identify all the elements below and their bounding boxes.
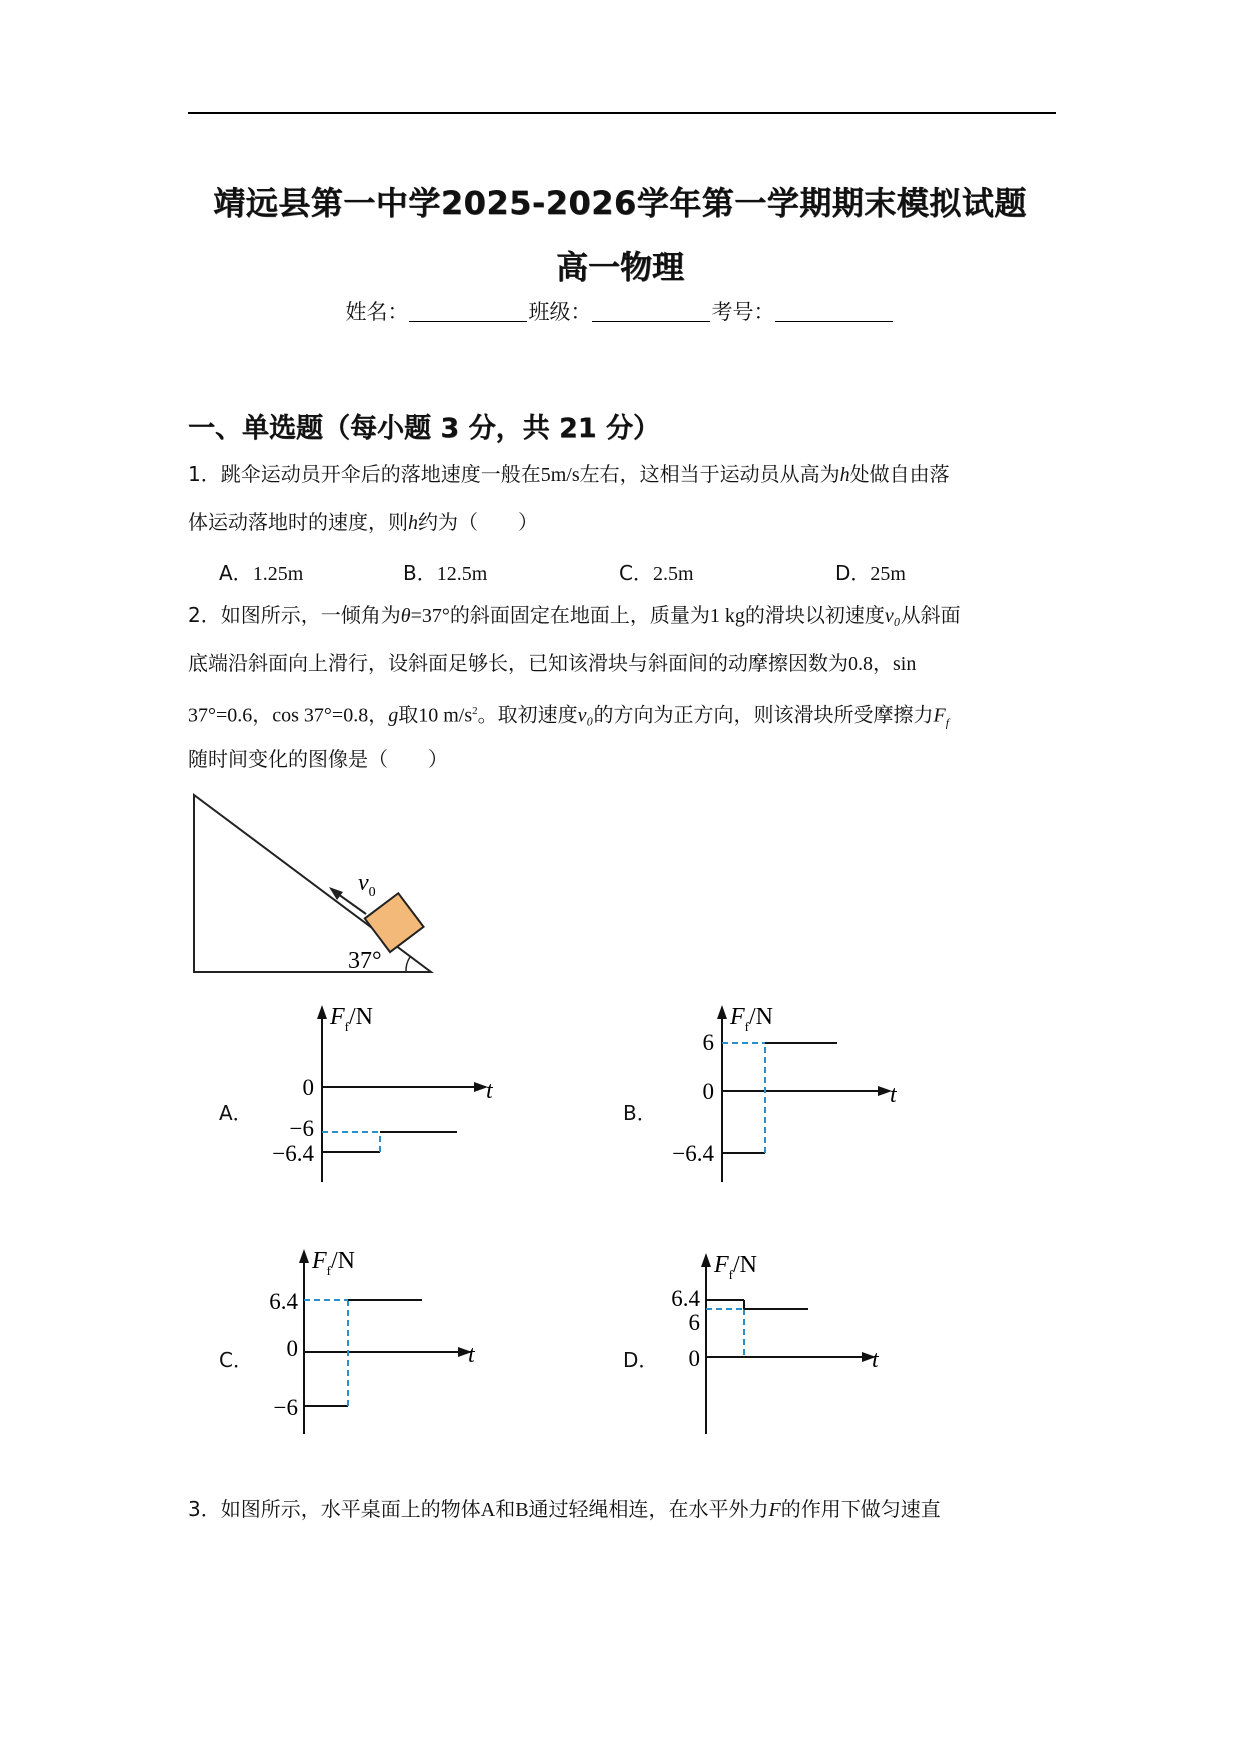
svg-text:6: 6 <box>702 1030 714 1055</box>
exam-number-blank[interactable] <box>775 301 893 322</box>
svg-text:t: t <box>468 1342 475 1368</box>
q2-option-b[interactable]: B． <box>623 1101 657 1125</box>
exam-title: 靖远县第一中学2025-2026学年第一学期期末模拟试题 <box>213 184 1027 222</box>
slider-block <box>365 893 424 952</box>
q1-option-c[interactable]: C．2.5m <box>619 561 694 585</box>
student-info-line <box>0 296 1240 326</box>
svg-text:−6: −6 <box>273 1395 298 1420</box>
q1-option-a[interactable]: A．1.25m <box>219 561 304 585</box>
q2-option-a[interactable]: A． <box>219 1101 253 1125</box>
svg-text:t: t <box>872 1347 879 1373</box>
q2-line1: 2．如图所示，一倾角为θ=37°的斜面固定在地面上，质量为1 kg的滑块以初速度v₀从斜面 <box>188 603 961 627</box>
name-label: 姓名： <box>345 300 409 324</box>
svg-text:6: 6 <box>688 1310 700 1335</box>
graph-a <box>250 996 510 1186</box>
q1-line2: 体运动落地时的速度，则h约为（ ） <box>188 510 538 534</box>
graph-d-ylabel: $F_f/N$ <box>714 1252 758 1282</box>
y-axis-arrow <box>317 1005 327 1019</box>
velocity-label: $v_0$ <box>358 870 376 900</box>
svg-text:−6: −6 <box>289 1116 314 1141</box>
header-rule <box>188 112 1056 114</box>
svg-text:−6.4: −6.4 <box>672 1141 714 1166</box>
graph-a-ylabel: $F_f/N$ <box>330 1004 374 1034</box>
graph-b <box>650 996 910 1186</box>
graph-b-ylabel: $F_f/N$ <box>730 1004 774 1034</box>
class-label: 班级： <box>528 300 592 324</box>
incline-figure <box>188 790 448 980</box>
svg-text:t: t <box>486 1078 493 1104</box>
svg-text:0: 0 <box>702 1079 714 1104</box>
section-heading: 一、单选题（每小题 3 分，共 21 分） <box>188 413 660 444</box>
q2-option-c[interactable]: C． <box>219 1348 253 1372</box>
name-blank[interactable] <box>409 301 527 322</box>
graph-c-ylabel: $F_f/N$ <box>312 1248 356 1278</box>
class-blank[interactable] <box>592 301 710 322</box>
q2-line2: 底端沿斜面向上滑行，设斜面足够长，已知该滑块与斜面间的动摩擦因数为0.8，sin <box>188 651 917 675</box>
q2-option-d[interactable]: D． <box>623 1348 659 1372</box>
exam-subtitle: 高一物理 <box>555 248 684 286</box>
q1-line1: 1．跳伞运动员开伞后的落地速度一般在5m/s左右，这相当于运动员从高为h处做自由落 <box>188 462 950 486</box>
q2-line4: 随时间变化的图像是（ ） <box>188 747 448 771</box>
graph-c <box>230 1238 490 1438</box>
svg-text:−6.4: −6.4 <box>272 1141 314 1166</box>
angle-label: 37° <box>348 948 382 974</box>
q3-line1: 3．如图所示，水平桌面上的物体A和B通过轻绳相连，在水平外力F的作用下做匀速直 <box>188 1497 941 1521</box>
q1-option-b[interactable]: B．12.5m <box>403 561 488 585</box>
graph-d <box>632 1242 892 1438</box>
q2-line3: 37°=0.6，cos 37°=0.8，g取10 $m/s^2$。取初速度v₀的方向为正方向，则该滑块所受摩擦力$F_f$ <box>188 702 950 730</box>
svg-text:0: 0 <box>302 1075 314 1100</box>
svg-text:6.4: 6.4 <box>269 1289 298 1314</box>
angle-arc <box>406 957 410 972</box>
exam-number-label: 考号： <box>711 300 775 324</box>
svg-text:t: t <box>890 1082 897 1108</box>
svg-text:0: 0 <box>286 1336 298 1361</box>
q1-option-d[interactable]: D．25m <box>835 561 906 585</box>
svg-text:6.4: 6.4 <box>671 1286 700 1311</box>
svg-text:0: 0 <box>688 1346 700 1371</box>
